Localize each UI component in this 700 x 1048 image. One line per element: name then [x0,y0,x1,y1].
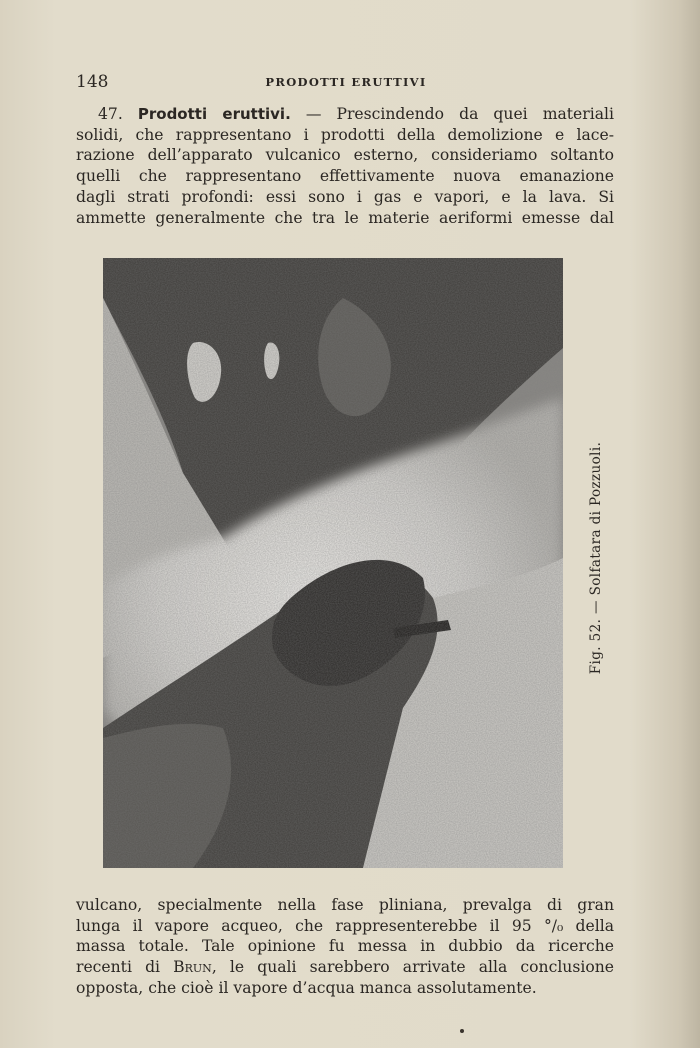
page-number: 148 [76,72,109,92]
author-name-brun: Brun [173,958,212,977]
paragraph-continuation [76,895,614,999]
paragraph-line: vulcano, specialmente nella fase pliniana, prevalga di gran [76,896,614,914]
paragraph-line: quelli che rappresentano effettivamente nuova emanazione [76,167,614,186]
section-first-line-text: — Prescindendo da quei materiali [305,105,614,123]
printer-mark [460,1029,464,1033]
running-title: PRODOTTI ERUTTIVI [265,75,427,89]
page-header [76,72,616,94]
line-text: , le quali sarebbero arrivate alla conclusione [211,958,614,977]
section-number: 47. [98,105,123,123]
paragraph-line: lunga il vapore acqueo, che rappresenterebbe il 95 °/₀ della [76,916,614,935]
line-text: recenti di [76,958,174,977]
figure-caption: Fig. 52. — Solfatara di Pozzuoli. [588,441,604,675]
paragraph-line: solidi, che rappresentano i prodotti della demolizione e lace- [76,125,614,144]
paragraph-line: opposta, che cioè il vapore d’acqua manca assolutamente. [76,978,537,997]
paragraph-line: massa totale. Tale opinione fu messa in dubbio da ricerche [76,937,614,956]
figure-photo-solfatara [103,258,563,868]
photo-illustration [103,258,563,868]
paragraph-line: razione dell’apparato vulcanico esterno, consideriamo soltanto [76,146,614,165]
paragraph-section-47 [76,104,614,228]
paragraph-line: ammette generalmente che tra le materie aeriformi emesse dal [76,208,614,227]
paragraph-line: dagli strati profondi: essi sono i gas e vapori, e la lava. Si [76,187,614,206]
paragraph-first-line [76,104,614,125]
section-heading: Prodotti eruttivi. [137,105,291,123]
paragraph-line [76,957,614,978]
